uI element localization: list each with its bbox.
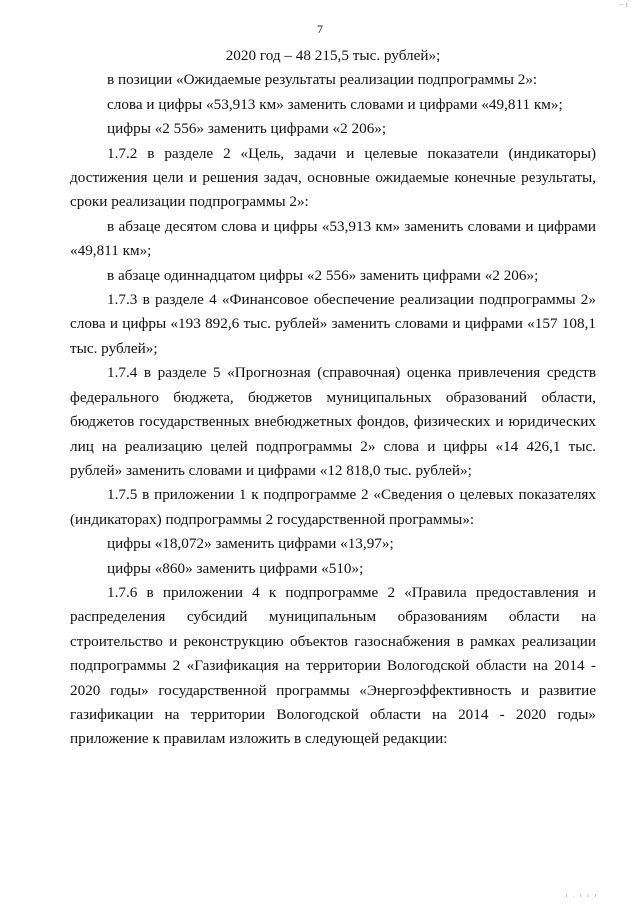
page-number: 7 — [317, 22, 323, 36]
paragraph-1-7-2: 1.7.2 в разделе 2 «Цель, задачи и целевые показатели (индикаторы) достижения цели и решения задач, основные ожидаемые конечные результаты, сроки реализации подпрограммы 2»: — [70, 144, 596, 211]
paragraph-1-7-4: 1.7.4 в разделе 5 «Прогнозная (справочная) оценка привлечения средств федерального бюджета, бюджетов муниципальных образований области, бюджетов государственных внебюджетных фондов, физических и юридических лиц на реализацию целей подпрограммы 2» слова и цифры «14 426,1 тыс. рублей» заменить словами и цифрами «12 818,0 тыс. рублей»; — [70, 364, 596, 479]
footer-scan-mark: ı . ı ı ı — [565, 893, 598, 899]
paragraph-digits-18072: цифры «18,072» заменить цифрами «13,97»; — [107, 535, 394, 553]
paragraph-1-7-3: 1.7.3 в разделе 4 «Финансовое обеспечение реализации подпрограммы 2» слова и цифры «193 892,6 тыс. рублей» заменить словами и цифрами «157 108,1 тыс. рублей»; — [70, 291, 596, 357]
paragraph-1-7-5: 1.7.5 в приложении 1 к подпрограмме 2 «Сведения о целевых показателях (индикаторах) подпрограммы 2 государственной программы»: — [70, 486, 596, 528]
paragraph-funding-2020: 2020 год – 48 215,5 тыс. рублей»; — [225, 47, 441, 64]
paragraph-1-7-6: 1.7.6 в приложении 4 к подпрограмме 2 «Правила предоставления и распределения субсидий муниципальным образованиям области на строительство и реконструкцию объектов газоснабжения в рамках реализации подпрограммы 2 «Газификация на территории Вологодской области на 2014 - 2020 годы» государственной программы «Энергоэффективность и развитие газификации на территории Вологодской области на 2014 - 2020 годы» приложение к правилам изложить в следующей редакции: — [70, 583, 596, 748]
corner-scan-mark: ⌐ ı — [619, 0, 628, 9]
paragraph-digits-2556: цифры «2 556» заменить цифрами «2 206»; — [107, 120, 387, 138]
paragraph-words-km: слова и цифры «53,913 км» заменить словами и цифрами «49,811 км»; — [107, 95, 563, 113]
paragraph-eleventh-abzac: в абзаце одиннадцатом цифры «2 556» заменить цифрами «2 206»; — [107, 266, 539, 284]
document-body — [70, 44, 596, 752]
paragraph-expected-results: в позиции «Ожидаемые результаты реализации подпрограммы 2»: — [107, 71, 538, 89]
paragraph-tenth-abzac: в абзаце десятом слова и цифры «53,913 км» заменить словами и цифрами «49,811 км»; — [70, 217, 596, 260]
paragraph-digits-860: цифры «860» заменить цифрами «510»; — [107, 559, 364, 577]
